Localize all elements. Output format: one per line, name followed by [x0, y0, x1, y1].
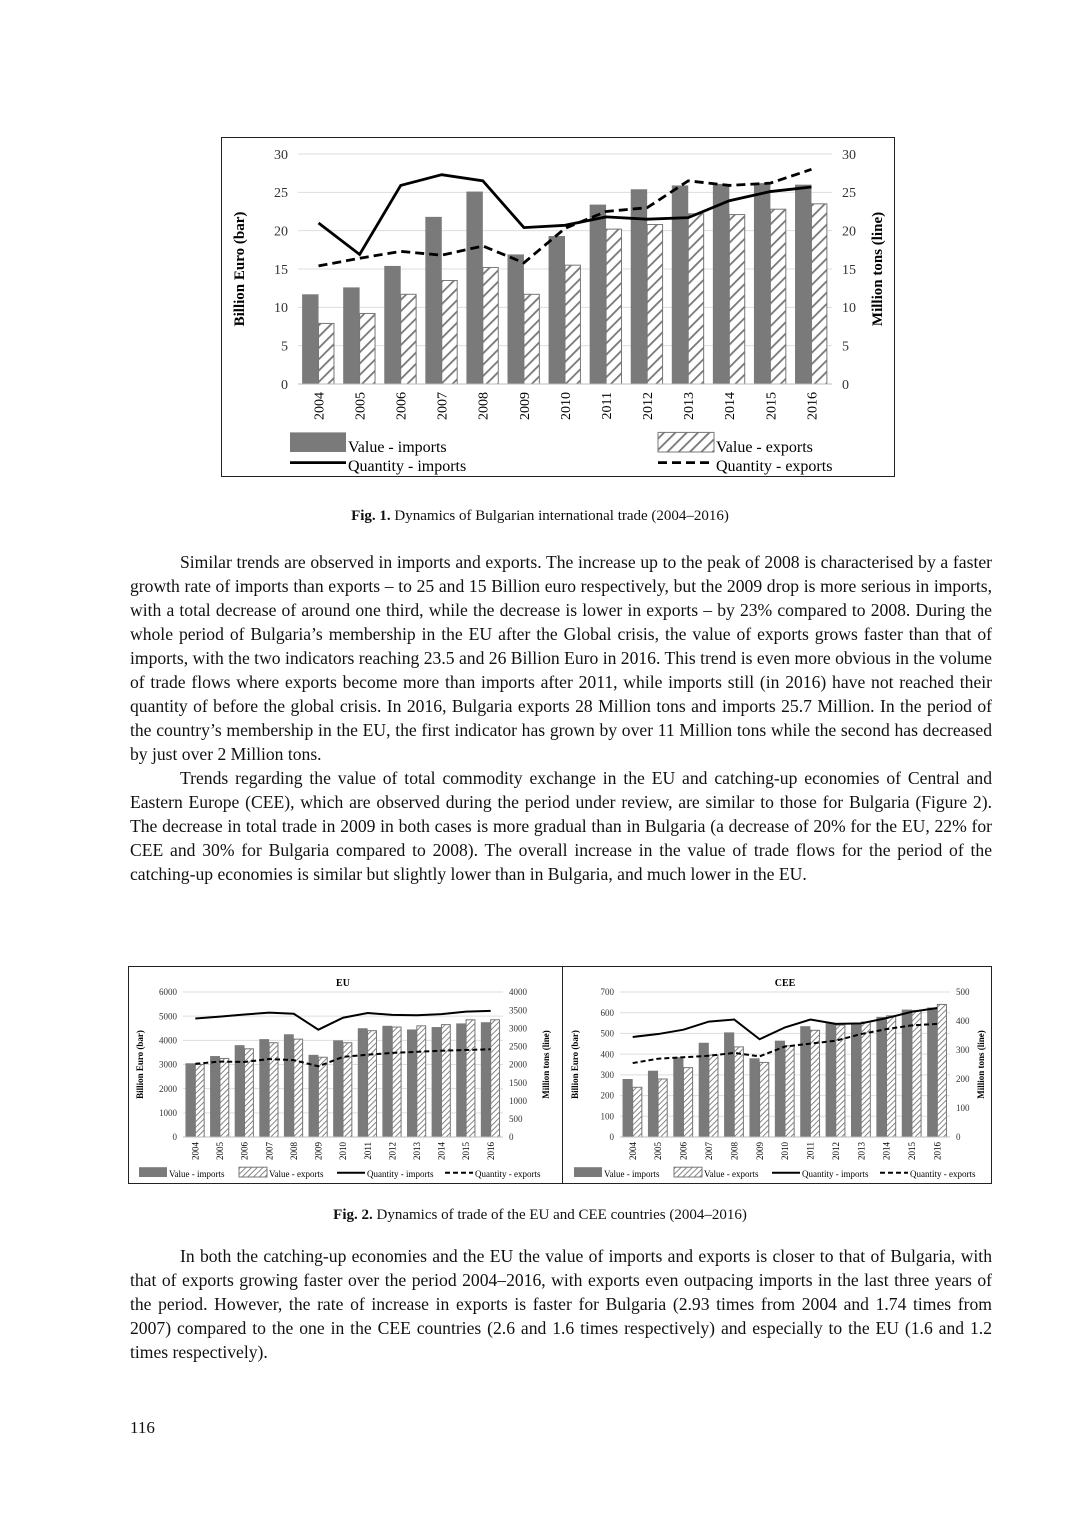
- svg-text:2016: 2016: [932, 1142, 943, 1160]
- svg-text:700: 700: [600, 987, 614, 998]
- svg-text:2004: 2004: [627, 1142, 638, 1160]
- svg-text:Quantity - imports: Quantity - imports: [802, 1169, 869, 1179]
- svg-text:500: 500: [956, 987, 970, 998]
- svg-text:2011: 2011: [362, 1142, 373, 1160]
- svg-text:5: 5: [842, 339, 849, 355]
- svg-text:2013: 2013: [682, 392, 698, 420]
- figure-2-charts: [128, 966, 992, 1184]
- svg-text:2011: 2011: [599, 392, 615, 420]
- svg-text:2007: 2007: [703, 1142, 714, 1160]
- svg-text:2500: 2500: [509, 1041, 527, 1052]
- paragraph: Similar trends are observed in imports and exports. The increase up to the peak of 2008 is characterised by a faster growth rate of imports than exports – to 25 and 15 Billion euro respectively, but the 2009 drop is more serious in imports, with a total decrease of around one third, while the decrease is lower in exports – by 23% compared to 2008. During the whole period of Bulgaria’s membership in the EU after the Global crisis, the value of exports grows faster than that of imports, with the two indicators reaching 23.5 and 26 Billion Euro in 2016. This trend is even more obvious in the volume of trade flows where exports become more than imports after 2011, while imports still (in 2016) have not reached their quantity of before the global crisis. In 2016, Bulgaria exports 28 Million tons and imports 25.7 Million. In the period of the country’s membership in the EU, the first indicator has grown by over 11 Million tons while the second has decreased by just over 2 Million tons.: [130, 552, 992, 764]
- svg-text:2009: 2009: [517, 392, 533, 420]
- svg-text:Value - exports: Value - exports: [269, 1169, 324, 1179]
- svg-text:2013: 2013: [411, 1142, 422, 1160]
- svg-text:Billion Euro (bar): Billion Euro (bar): [570, 1030, 580, 1099]
- svg-text:Value - imports: Value - imports: [604, 1169, 660, 1179]
- page-number: 116: [130, 1418, 155, 1437]
- svg-text:Value - imports: Value - imports: [348, 439, 447, 456]
- svg-text:2015: 2015: [764, 392, 780, 420]
- svg-text:200: 200: [600, 1090, 614, 1101]
- eu-trade-chart: [129, 967, 561, 1181]
- svg-text:2009: 2009: [313, 1142, 324, 1160]
- svg-text:2010: 2010: [558, 392, 574, 420]
- svg-text:2014: 2014: [723, 392, 739, 420]
- svg-text:3000: 3000: [509, 1023, 527, 1034]
- svg-text:2008: 2008: [729, 1142, 740, 1160]
- svg-text:Quantity - exports: Quantity - exports: [716, 458, 833, 475]
- svg-text:Million tons (line): Million tons (line): [541, 1030, 551, 1099]
- svg-text:30: 30: [842, 147, 856, 163]
- paragraph: Trends regarding the value of total commodity exchange in the EU and catching-up economies of Central and Eastern Europe (CEE), which are observed during the period under review, are similar to those for Bulgaria (Figure 2). The decrease in total trade in 2009 in both cases is more gradual than in Bulgaria (a decrease of 20% for the EU, 22% for CEE and 30% for Bulgaria compared to 2008). The overall increase in the value of trade flows for the period of the catching-up economies is similar but slightly lower than in Bulgaria, and much lower in the EU.: [130, 768, 992, 884]
- svg-text:20: 20: [274, 224, 288, 240]
- svg-text:Quantity - imports: Quantity - imports: [367, 1169, 434, 1179]
- svg-text:600: 600: [600, 1007, 614, 1018]
- svg-text:Quantity - exports: Quantity - exports: [475, 1169, 541, 1179]
- body-paragraphs-2: [130, 1244, 992, 1364]
- svg-text:2005: 2005: [653, 1142, 664, 1160]
- bulgaria-trade-chart: [222, 138, 894, 476]
- figure-1-chart: [221, 137, 895, 477]
- svg-text:Billion Euro (bar): Billion Euro (bar): [232, 211, 248, 327]
- svg-text:Million tons (line): Million tons (line): [870, 211, 886, 327]
- svg-text:Billion Euro (bar): Billion Euro (bar): [135, 1030, 145, 1099]
- svg-text:Value - exports: Value - exports: [716, 439, 813, 456]
- svg-text:Value - exports: Value - exports: [704, 1169, 759, 1179]
- svg-text:2000: 2000: [159, 1083, 177, 1094]
- svg-text:2007: 2007: [264, 1142, 275, 1160]
- svg-text:15: 15: [842, 262, 856, 278]
- svg-text:0: 0: [842, 377, 849, 393]
- svg-text:Quantity - exports: Quantity - exports: [910, 1169, 976, 1179]
- svg-text:2006: 2006: [394, 392, 410, 420]
- svg-text:5000: 5000: [159, 1011, 177, 1022]
- svg-text:3500: 3500: [509, 1005, 527, 1016]
- cee-trade-chart: [564, 967, 992, 1181]
- svg-text:30: 30: [274, 147, 288, 163]
- svg-text:2010: 2010: [780, 1142, 791, 1160]
- svg-text:2009: 2009: [754, 1142, 765, 1160]
- svg-text:0: 0: [956, 1132, 961, 1143]
- svg-text:0: 0: [281, 377, 288, 393]
- svg-text:Million tons (line): Million tons (line): [976, 1030, 986, 1099]
- svg-text:0: 0: [509, 1132, 514, 1143]
- svg-text:500: 500: [509, 1114, 523, 1125]
- svg-text:5: 5: [281, 339, 288, 355]
- svg-text:400: 400: [600, 1049, 614, 1060]
- body-paragraphs-1: [130, 550, 992, 886]
- svg-text:Quantity - imports: Quantity - imports: [348, 458, 467, 475]
- svg-text:2005: 2005: [215, 1142, 226, 1160]
- svg-text:4000: 4000: [159, 1035, 177, 1046]
- svg-text:100: 100: [956, 1103, 970, 1114]
- svg-text:400: 400: [956, 1016, 970, 1027]
- svg-text:1500: 1500: [509, 1077, 527, 1088]
- svg-text:2000: 2000: [509, 1059, 527, 1070]
- svg-text:2016: 2016: [485, 1142, 496, 1160]
- svg-text:2004: 2004: [190, 1142, 201, 1160]
- svg-text:2014: 2014: [881, 1142, 892, 1160]
- svg-text:4000: 4000: [509, 987, 527, 998]
- svg-text:500: 500: [600, 1028, 614, 1039]
- svg-text:2015: 2015: [461, 1142, 472, 1160]
- svg-text:CEE: CEE: [774, 978, 796, 989]
- svg-text:1000: 1000: [159, 1107, 177, 1118]
- svg-text:300: 300: [600, 1070, 614, 1081]
- svg-text:2005: 2005: [353, 392, 369, 420]
- svg-text:25: 25: [842, 186, 856, 202]
- svg-text:10: 10: [274, 301, 288, 317]
- svg-text:2011: 2011: [805, 1142, 816, 1160]
- svg-text:0: 0: [609, 1132, 614, 1143]
- svg-text:2004: 2004: [312, 392, 328, 420]
- svg-text:2013: 2013: [856, 1142, 867, 1160]
- svg-text:1000: 1000: [509, 1095, 527, 1106]
- svg-text:EU: EU: [336, 978, 350, 989]
- svg-text:2007: 2007: [435, 392, 451, 420]
- svg-text:2012: 2012: [641, 392, 657, 420]
- svg-text:2006: 2006: [678, 1142, 689, 1160]
- svg-text:200: 200: [956, 1074, 970, 1085]
- svg-text:300: 300: [956, 1045, 970, 1056]
- svg-text:0: 0: [172, 1132, 177, 1143]
- svg-text:2012: 2012: [387, 1142, 398, 1160]
- svg-text:2016: 2016: [805, 392, 821, 420]
- svg-text:2006: 2006: [239, 1142, 250, 1160]
- svg-text:2008: 2008: [288, 1142, 299, 1160]
- svg-text:20: 20: [842, 224, 856, 240]
- svg-text:10: 10: [842, 301, 856, 317]
- svg-text:2012: 2012: [830, 1142, 841, 1160]
- svg-text:2014: 2014: [436, 1142, 447, 1160]
- svg-text:25: 25: [274, 186, 288, 202]
- paragraph: In both the catching-up economies and the EU the value of imports and exports is closer to that of Bulgaria, with that of exports growing faster over the period 2004–2016, with exports even outpacing imports in the last three years of the period. However, the rate of increase in exports is faster for Bulgaria (2.93 times from 2004 and 1.74 times from 2007) compared to the one in the CEE countries (2.6 and 1.6 times respectively) and especially to the EU (1.6 and 1.2 times respectively).: [130, 1246, 992, 1362]
- figure-2-caption: Fig. 2. Dynamics of trade of the EU and CEE countries (2004–2016): [333, 1207, 747, 1223]
- svg-text:2010: 2010: [338, 1142, 349, 1160]
- svg-text:100: 100: [600, 1111, 614, 1122]
- svg-text:2015: 2015: [907, 1142, 918, 1160]
- svg-text:3000: 3000: [159, 1059, 177, 1070]
- svg-text:2008: 2008: [476, 392, 492, 420]
- svg-text:15: 15: [274, 262, 288, 278]
- svg-text:Value - imports: Value - imports: [169, 1169, 225, 1179]
- svg-text:6000: 6000: [159, 987, 177, 998]
- figure-1-caption: Fig. 1. Dynamics of Bulgarian international trade (2004–2016): [351, 508, 729, 524]
